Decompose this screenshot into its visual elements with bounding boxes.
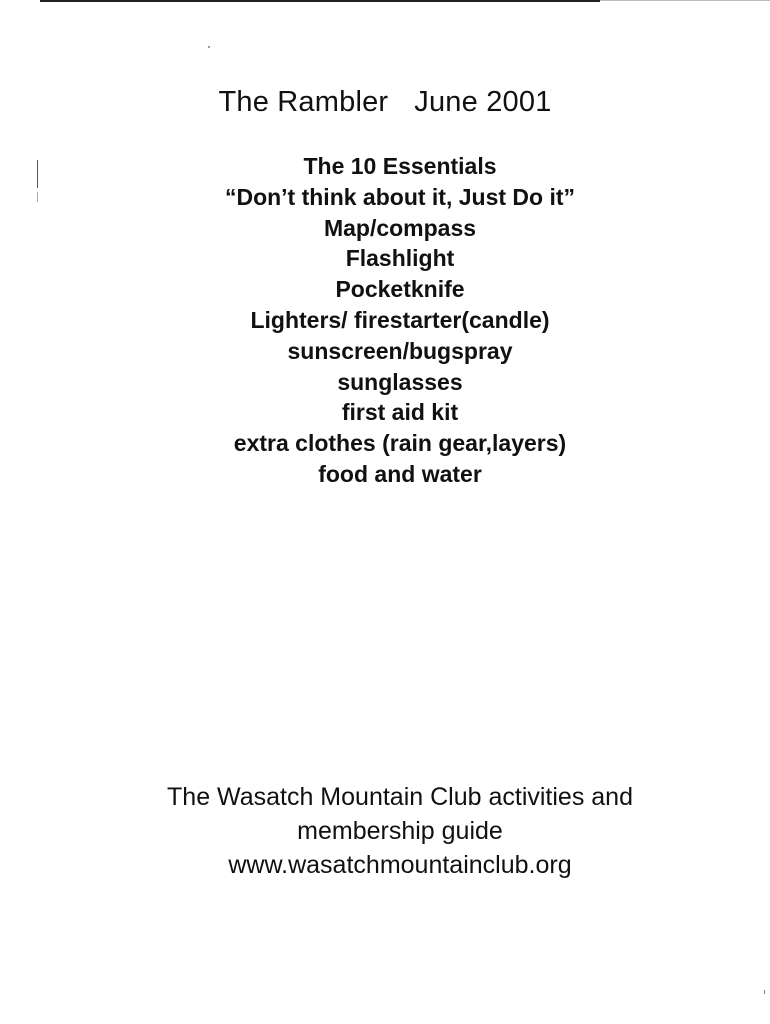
essential-item: sunglasses (337, 368, 463, 395)
newsletter-name: The Rambler (218, 86, 389, 118)
essential-item: food and water (318, 460, 482, 487)
essentials-heading: The 10 Essentials (303, 153, 497, 179)
essentials-list (0, 151, 770, 490)
essential-item: sunscreen/bugspray (287, 337, 513, 364)
masthead (0, 86, 770, 119)
essential-item: extra clothes (rain gear,layers) (233, 430, 567, 457)
footer-club-line: The Wasatch Mountain Club activities and (167, 783, 633, 811)
essential-item: Pocketknife (335, 276, 465, 303)
footer-block (0, 780, 770, 882)
essential-item: Map/compass (323, 214, 477, 241)
club-website-url: www.wasatchmountainclub.org (228, 851, 572, 879)
issue-date: June 2001 (414, 86, 552, 118)
scan-edge-line (40, 0, 600, 2)
scan-edge-line-faint (600, 0, 770, 1)
footer-guide-line: membership guide (297, 817, 503, 845)
scan-speck-bottom-right (764, 990, 765, 994)
essential-item: first aid kit (341, 399, 459, 426)
essential-item: Lighters/ firestarter(candle) (250, 306, 550, 333)
essentials-motto: “Don’t think about it, Just Do it” (224, 183, 576, 210)
scan-speck (208, 46, 210, 48)
essential-item: Flashlight (345, 245, 455, 272)
